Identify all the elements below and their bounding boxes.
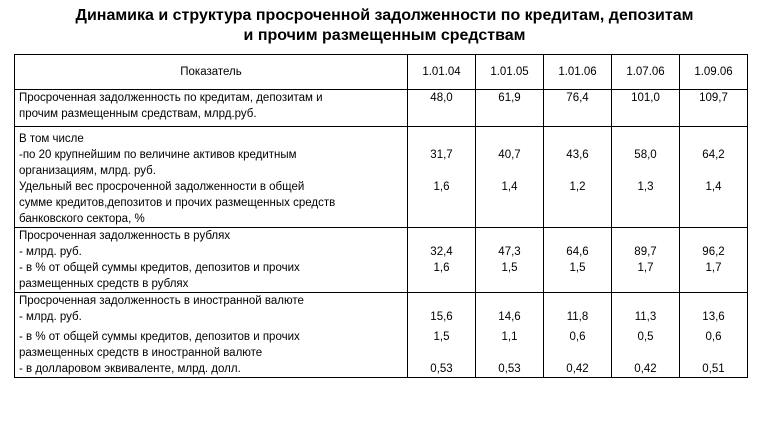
table-cell: 76,4 [566,92,589,104]
table-cell: 48,0 [430,92,453,104]
table-cell: 15,6 [430,311,453,323]
label-line: - в долларовом эквиваленте, млрд. долл. [19,363,241,375]
table-cell: 14,6 [498,311,521,323]
table-cell: 109,7 [699,92,728,104]
row-label [15,228,408,293]
row-label [15,90,408,127]
label-line: -по 20 крупнейшим по величине активов кредитным [19,149,297,161]
label-line: сумме кредитов,депозитов и прочих размещенных средств [19,197,336,209]
table-cell: 1,3 [637,181,654,193]
table-cell: 0,51 [702,363,725,375]
table-cell: 0,53 [498,363,521,375]
table-cell: 13,6 [702,311,725,323]
table-cell: 101,0 [631,92,660,104]
table-cell: 31,7 [430,149,453,161]
table-cell: 1,5 [569,262,586,274]
table-cell: 61,9 [498,92,521,104]
table-row [15,147,748,179]
table-cell: 1,7 [705,262,722,274]
table-cell: 1,4 [501,181,518,193]
header-date: 1.07.06 [612,55,680,90]
header-date: 1.01.04 [408,55,476,90]
table-cell: 96,2 [702,246,725,258]
table-cell: 89,7 [634,246,657,258]
label-line: - млрд. руб. [19,246,82,258]
label-line: размещенных средств в рублях [19,278,189,290]
table-row [15,179,748,228]
table-cell: 64,6 [566,246,589,258]
label-line: Просроченная задолженность по кредитам, депозитам и [19,92,323,104]
table-row [15,90,748,127]
table-cell: 1,5 [501,262,518,274]
table-cell: 0,6 [569,331,586,343]
label-line: - в % от общей суммы кредитов, депозитов и прочих [19,331,300,343]
row-label [15,147,408,179]
table-row [15,293,748,378]
label-line: организациям, млрд. руб. [19,165,156,177]
label-line: Просроченная задолженность в рублях [19,230,231,242]
label-line: Удельный вес просроченной задолженности в общей [19,181,305,193]
table-cell: 0,42 [566,363,589,375]
row-label [15,293,408,378]
header-date: 1.01.06 [544,55,612,90]
table-cell: 0,6 [705,331,722,343]
header-date: 1.01.05 [476,55,544,90]
table-cell: 58,0 [634,149,657,161]
row-label [15,127,408,148]
label-line: Просроченная задолженность в иностранной валюте [19,295,304,307]
label-line: - в % от общей суммы кредитов, депозитов и прочих [19,262,300,274]
table-row [15,127,748,148]
table-cell: 1,1 [501,331,518,343]
table-cell: 1,2 [569,181,586,193]
table-cell: 64,2 [702,149,725,161]
label-line: - млрд. руб. [19,311,82,323]
header-date: 1.09.06 [680,55,748,90]
table-cell: 1,6 [433,262,450,274]
table-cell: 43,6 [566,149,589,161]
table-cell: 11,3 [634,311,657,323]
table-cell: 0,5 [637,331,654,343]
label-line: банковского сектора, % [19,213,145,225]
label-line: прочим размещенным средствам, млрд.руб. [19,108,257,120]
table-cell: 1,6 [433,181,450,193]
table-cell: 40,7 [498,149,521,161]
table-cell: 47,3 [498,246,521,258]
page-title [0,6,769,46]
label-line: В том числе [19,133,84,145]
title-line-1: Динамика и структура просроченной задолженности по кредитам, депозитам [75,7,694,24]
title-line-2: и прочим размещенным средствам [243,27,526,44]
data-table [14,54,748,378]
row-label [15,179,408,228]
label-line: размещенных средств в иностранной валюте [19,347,263,359]
table-cell: 11,8 [566,311,589,323]
table-cell: 32,4 [430,246,453,258]
table-cell: 1,4 [705,181,722,193]
table-cell: 1,7 [637,262,654,274]
header-indicator: Показатель [15,55,408,90]
table-cell: 0,53 [430,363,453,375]
table-cell: 1,5 [433,331,450,343]
table-cell: 0,42 [634,363,657,375]
header-row [15,55,748,90]
table-row [15,228,748,293]
